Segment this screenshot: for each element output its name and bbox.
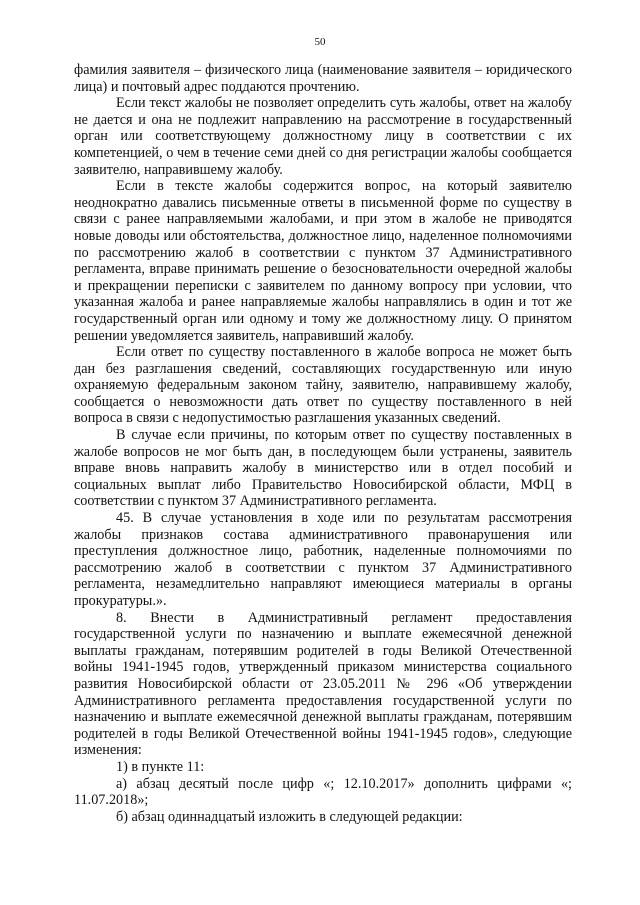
document-body — [74, 62, 572, 825]
subitem-b: б) абзац одиннадцатый изложить в следующей редакции: — [116, 808, 463, 825]
paragraph: Если текст жалобы не позволяет определить суть жалобы, ответ на жалобу не дается и она не подлежит направлению на рассмотрение в государственный орган или соответствующему должностному лицу в соответствии с их компетенцией, о чем в течение семи дней со дня регистрации жалобы сообщается заявителю, направившему жалобу. — [74, 95, 572, 178]
paragraph: Если ответ по существу поставленного в жалобе вопроса не может быть дан без разглашения сведений, составляющих государственную или иную охраняемую федеральным законом тайну, заявителю, направившему жалобу, сообщается о невозможности дать ответ по существу поставленного в ней вопроса в связи с недопустимостью разглашения указанных сведений. — [74, 344, 572, 427]
subitem-a: а) абзац десятый после цифр «; 12.10.2017» дополнить цифрами «; 11.07.2018»; — [74, 775, 572, 809]
paragraph: В случае если причины, по которым ответ по существу поставленных в жалобе вопросов не мог быть дан, в последующем были устранены, заявитель вправе вновь направить жалобу в министерство или в отдел пособий и социальных выплат либо Правительство Новосибирской области, МФЦ в соответствии с пунктом 37 Административного регламента. — [74, 427, 572, 510]
paragraph-item-45: 45. В случае установления в ходе или по результатам рассмотрения жалобы признаков состава административного правонарушения или преступления должностное лицо, работник, наделенные полномочиями по рассмотрению жалоб в соответствии с пунктом 37 Административного регламента, незамедлительно направляют имеющиеся материалы в органы прокуратуры.». — [74, 510, 572, 609]
subitem-1: 1) в пункте 11: — [116, 758, 205, 775]
paragraph: Если в тексте жалобы содержится вопрос, на который заявителю неоднократно давались письменные ответы в письменной форме по существу в связи с ранее направляемыми жалобами, и при этом в жалобе не приводятся новые доводы или обстоятельства, должностное лицо, наделенное полномочиями по рассмотрению жалоб в соответствии с пунктом 37 Административного регламента, вправе принимать решение о безосновательности очередной жалобы и прекращении переписки с заявителем по данному вопросу при условии, что указанная жалоба и ранее направляемые жалобы направлялись в один и тот же государственный орган или одному и тому же должностному лицу. О принятом решении уведомляется заявитель, направивший жалобу. — [74, 178, 572, 344]
paragraph-item-8: 8. Внести в Административный регламент предоставления государственной услуги по назначению и выплате ежемесячной денежной выплаты гражданам, потерявшим родителей в годы Великой Отечественной войны 1941-1945 годов, утвержденный приказом министерства социального развития Новосибирской области от 23.05.2011 № 296 «Об утверждении Административного регламента предоставления государственной услуги по назначению и выплате ежемесячной денежной выплаты гражданам, потерявшим родителей в годы Великой Отечественной войны 1941-1945 годов», следующие изменения: — [74, 609, 572, 759]
paragraph: фамилия заявителя – физического лица (наименование заявителя – юридического лица) и почтовый адрес поддаются прочтению. — [74, 62, 572, 95]
page-number: 50 — [314, 36, 326, 48]
